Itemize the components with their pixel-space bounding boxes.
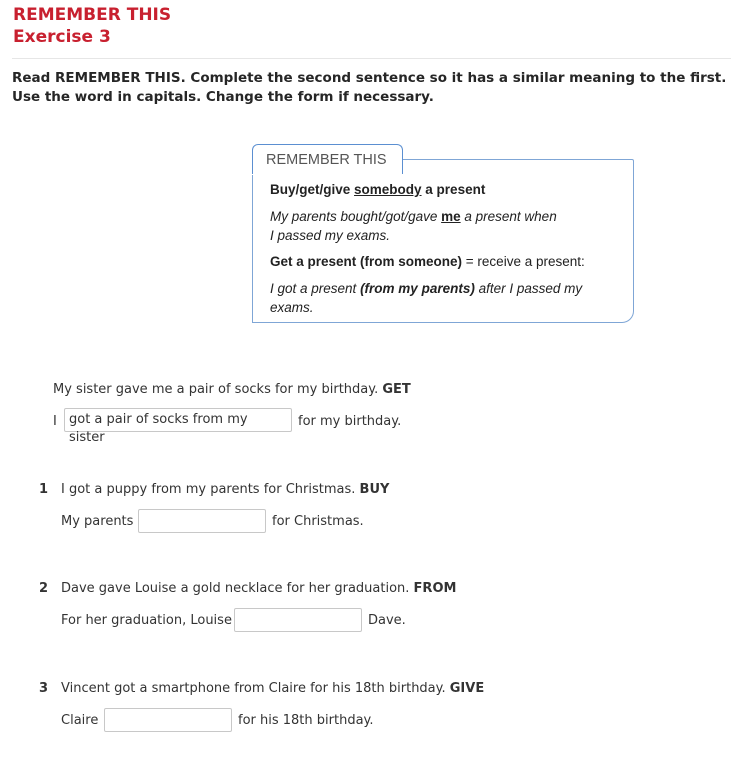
example-sentence: My sister gave me a pair of socks for my birthday. GET	[53, 382, 411, 397]
remember-this-tab-label: REMEMBER THIS	[266, 152, 387, 168]
instructions-line-1: Read REMEMBER THIS. Complete the second sentence so it has a similar meaning to the first.	[12, 70, 727, 86]
question-sentence: Dave gave Louise a gold necklace for her graduation. FROM	[61, 581, 457, 596]
question-suffix: for his 18th birthday.	[238, 713, 374, 728]
question-number: 1	[39, 482, 49, 497]
answer-input-2[interactable]	[234, 608, 362, 632]
example-prefix: I	[53, 414, 57, 429]
answer-input-3[interactable]	[104, 708, 232, 732]
example-suffix: for my birthday.	[298, 414, 402, 429]
question-suffix: Dave.	[368, 613, 406, 628]
exercise-title: Exercise 3	[13, 27, 111, 47]
header-divider	[12, 58, 731, 59]
question-sentence: I got a puppy from my parents for Christmas. BUY	[61, 482, 390, 497]
rule-1: Buy/get/give somebody a present	[270, 182, 486, 197]
example-2: I got a present (from my parents) after I passed my	[270, 281, 583, 296]
example-2-line-2: exams.	[270, 300, 314, 315]
question-sentence: Vincent got a smartphone from Claire for his 18th birthday. GIVE	[61, 681, 485, 696]
question-suffix: for Christmas.	[272, 514, 364, 529]
question-prefix: My parents	[61, 514, 134, 529]
answer-input-1[interactable]	[138, 509, 266, 533]
question-number: 2	[39, 581, 49, 596]
remember-this-tab	[252, 144, 403, 175]
question-prefix: Claire	[61, 713, 99, 728]
rule-2: Get a present (from someone) = receive a present:	[270, 254, 585, 269]
example-1: My parents bought/got/gave me a present when	[270, 209, 557, 224]
page-title: REMEMBER THIS	[13, 5, 172, 25]
question-prefix: For her graduation, Louise	[61, 613, 232, 628]
question-number: 3	[39, 681, 49, 696]
example-1-line-2: I passed my exams.	[270, 228, 391, 243]
instructions-line-2: Use the word in capitals. Change the form if necessary.	[12, 89, 434, 105]
example-answer-field: got a pair of socks from my sister	[64, 408, 292, 432]
